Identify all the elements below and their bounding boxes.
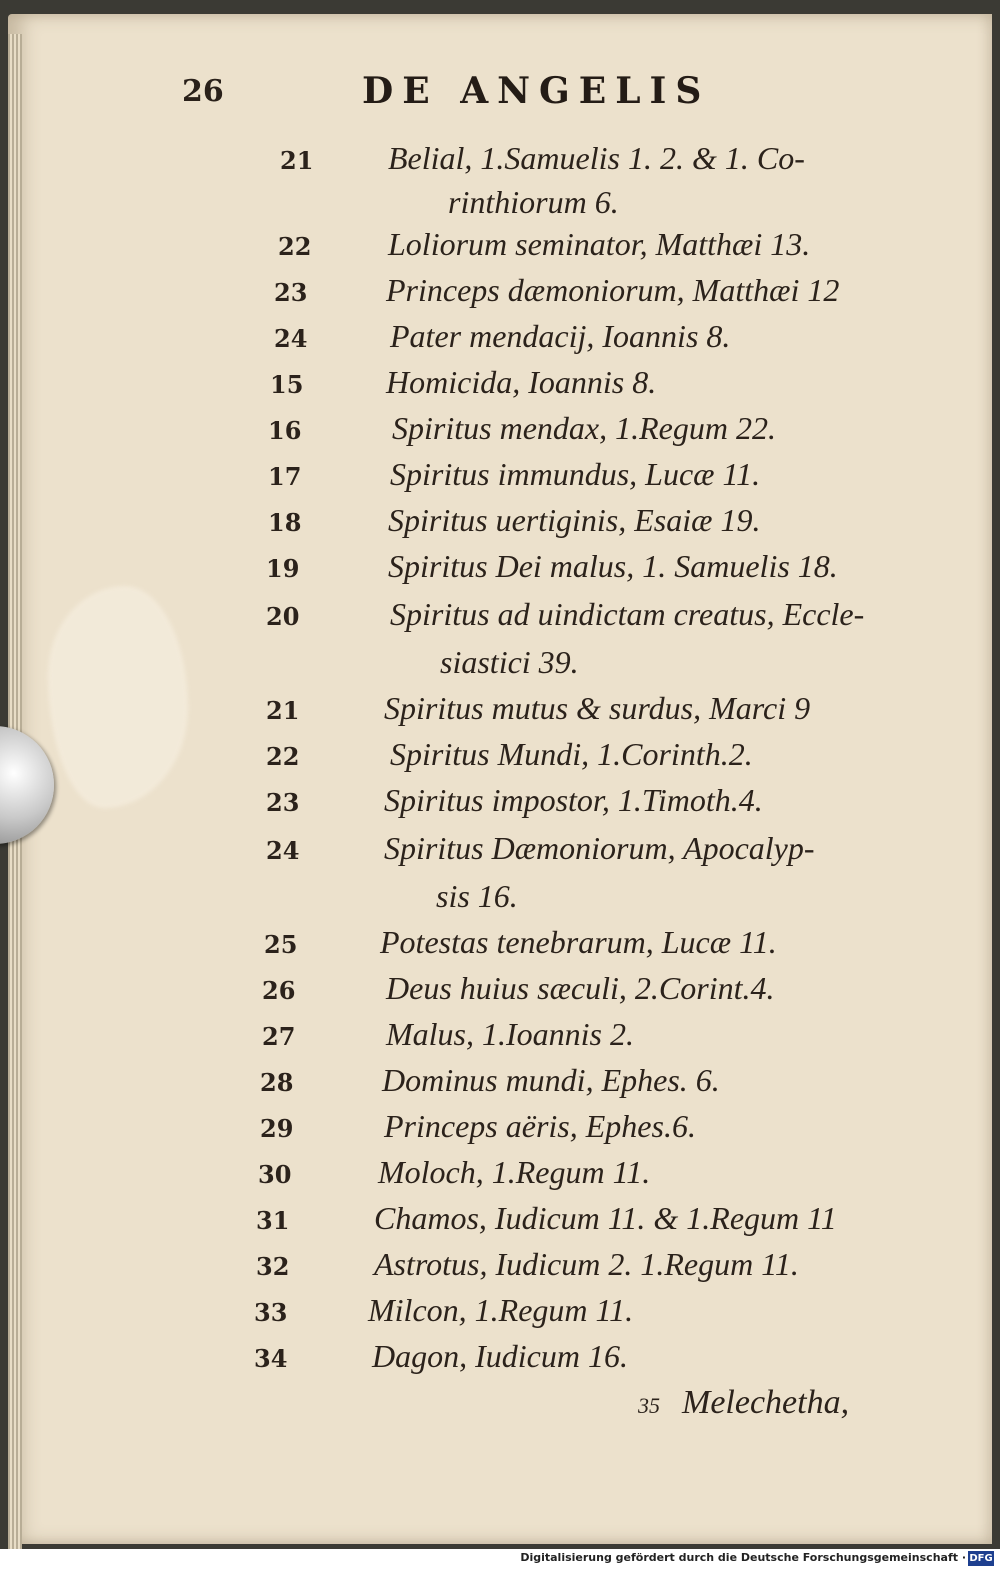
entry-number: 21 [280,146,314,175]
entry-number: 15 [270,370,304,399]
entry-continuation: rinthiorum 6. [448,184,619,220]
entry-text: Spiritus ad uindictam creatus, Eccle- [390,596,865,632]
entry-number: 16 [268,416,302,445]
entry-text: Milcon, 1.Regum 11. [368,1292,634,1328]
entry-number: 24 [274,324,308,353]
entry-text: Spiritus impostor, 1.Timoth.4. [384,782,763,818]
entry-number: 31 [256,1206,290,1235]
entry-text: Dagon, Iudicum 16. [372,1338,628,1374]
entry-number: 26 [262,976,296,1005]
digitization-footer [0,1549,1000,1569]
entry-text: Moloch, 1.Regum 11. [378,1154,651,1190]
entry-text: Spiritus Dæmoniorum, Apocalyp- [384,830,815,866]
entry-continuation: sis 16. [436,878,518,914]
entry-text: Spiritus mutus & surdus, Marci 9 [384,690,811,726]
entry-text: Spiritus immundus, Lucæ 11. [390,456,761,492]
entry-number: 18 [268,508,302,537]
entry-text: Spiritus Dei malus, 1. Samuelis 18. [388,548,838,584]
entry-text: Spiritus mendax, 1.Regum 22. [392,410,776,446]
entry-continuation: siastici 39. [440,644,579,680]
entry-number: 23 [274,278,308,307]
entry-number: 24 [266,836,300,865]
entry-number: 32 [256,1252,290,1281]
entry-number: 25 [264,930,298,959]
entry-text: Deus huius sæculi, 2.Corint.4. [386,970,775,1006]
entry-number: 19 [266,554,300,583]
entry-text: Homicida, Ioannis 8. [386,364,657,400]
entry-text: Loliorum seminator, Matthæi 13. [388,226,811,262]
entry-text: Malus, 1.Ioannis 2. [386,1016,634,1052]
entry-number: 34 [254,1344,288,1373]
running-title: DE ANGELIS [362,70,711,112]
entry-number: 20 [266,602,300,631]
entry-number: 30 [258,1160,292,1189]
entry-number: 27 [262,1022,296,1051]
entry-text: Pater mendacij, Ioannis 8. [390,318,731,354]
entry-number: 23 [266,788,300,817]
catchword-text: Melechetha, [682,1384,850,1421]
entry-text: Dominus mundi, Ephes. 6. [382,1062,720,1098]
entry-text: Princeps aëris, Ephes.6. [384,1108,696,1144]
entry-number: 28 [260,1068,294,1097]
entry-text: Spiritus uertiginis, Esaiæ 19. [388,502,761,538]
entry-text: Chamos, Iudicum 11. & 1.Regum 11 [374,1200,837,1236]
entry-number: 21 [266,696,300,725]
footer-text: Digitalisierung gefördert durch die Deutsche Forschungsgemeinschaft · [520,1551,966,1564]
entry-number: 22 [278,232,312,261]
entry-text: Astrotus, Iudicum 2. 1.Regum 11. [374,1246,799,1282]
entry-number: 33 [254,1298,288,1327]
entry-text: Belial, 1.Samuelis 1. 2. & 1. Co- [388,140,805,176]
dfg-logo: DFG [969,1553,993,1564]
entry-text: Potestas tenebrarum, Lucæ 11. [380,924,777,960]
entry-text: Princeps dæmoniorum, Matthæi 12 [386,272,840,308]
entry-text: Spiritus Mundi, 1.Corinth.2. [390,736,753,772]
entry-number: 17 [268,462,302,491]
entry-number: 29 [260,1114,294,1143]
page-number: 26 [182,74,224,109]
catchword [638,1384,849,1422]
catchword-number: 35 [638,1393,660,1418]
entry-number: 22 [266,742,300,771]
